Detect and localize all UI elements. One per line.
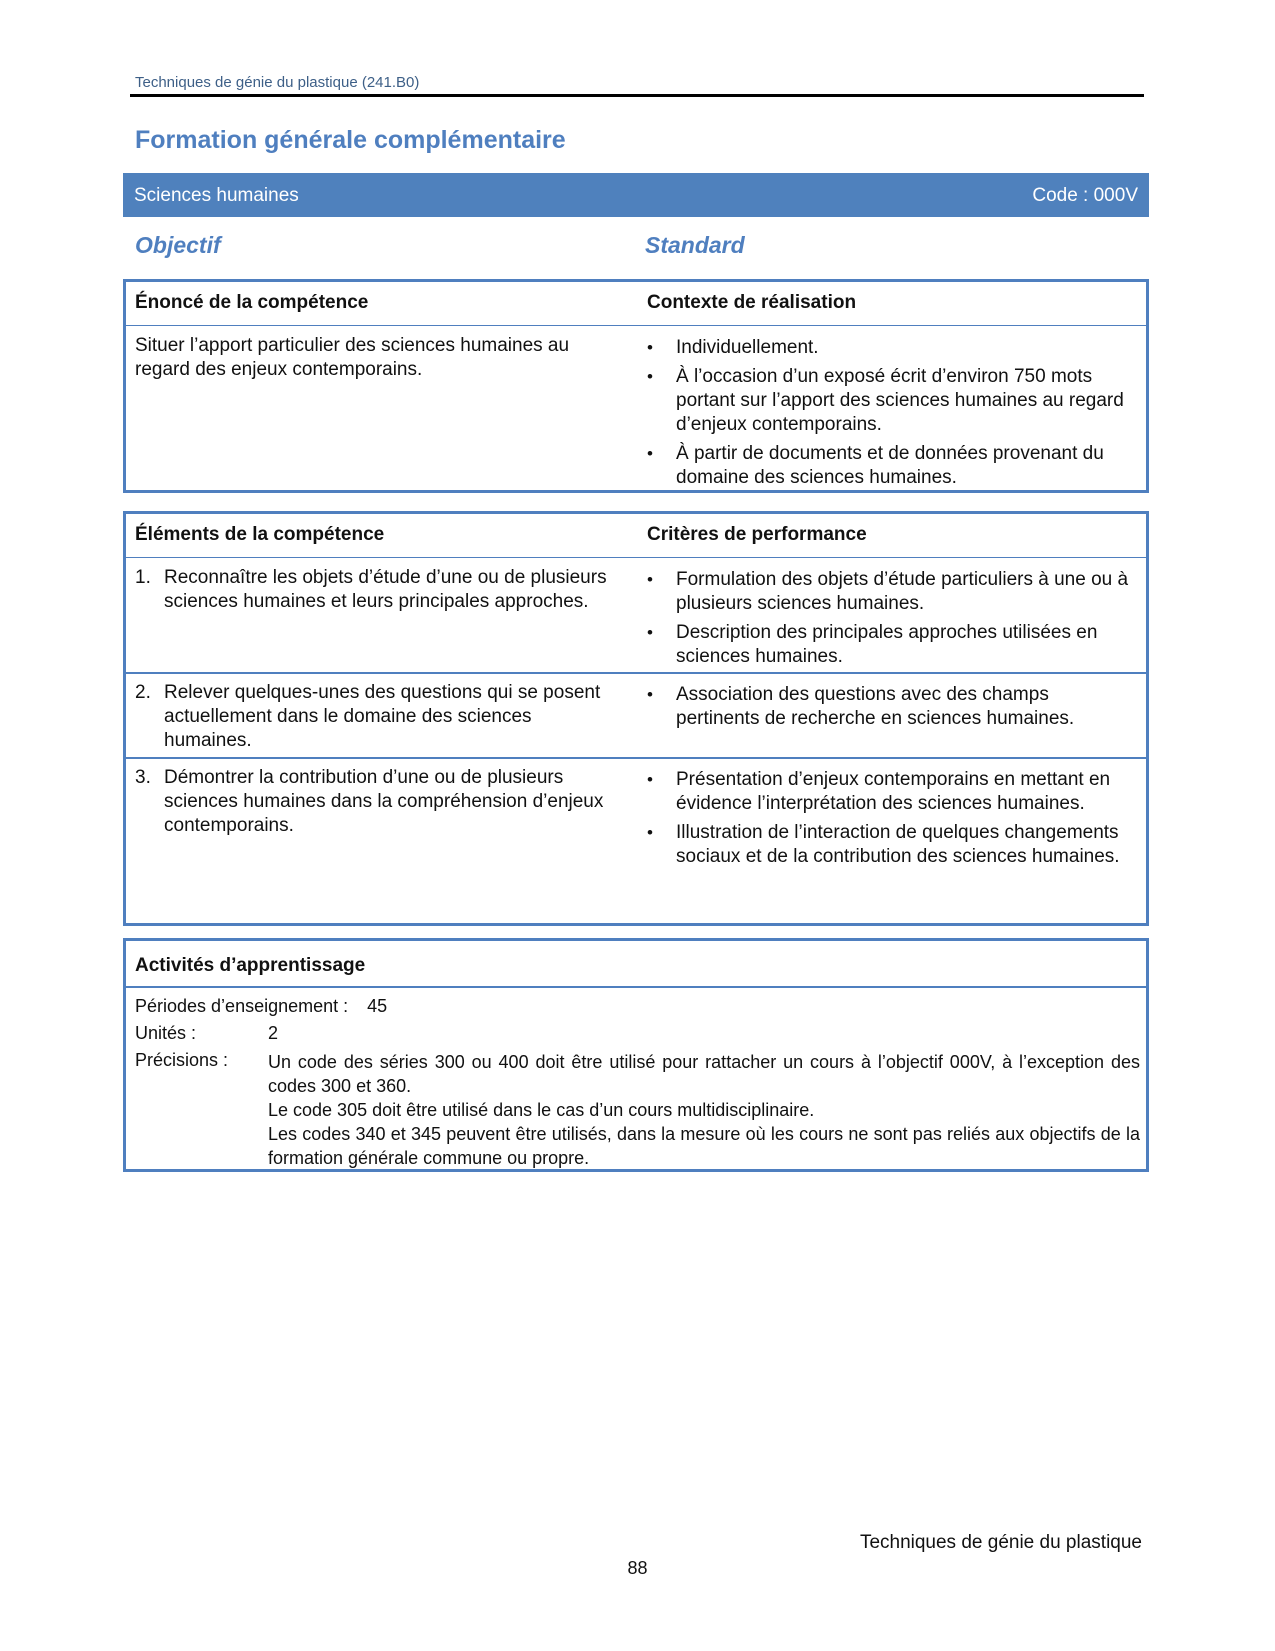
element-text: Reconnaître les objets d’étude d’une ou de plusieurs sciences humaines et leurs principales approches. — [164, 567, 607, 612]
running-header: Techniques de génie du plastique (241.B0) — [135, 74, 420, 91]
element-number: 3. — [135, 767, 151, 788]
subject-banner — [123, 173, 1149, 217]
contexte-list — [647, 336, 1132, 495]
element-row-1 — [135, 566, 615, 614]
element-text: Démontrer la contribution d’une ou de plusieurs sciences humaines dans la compréhension d’enjeux contemporains. — [164, 767, 604, 836]
periodes-value: 45 — [367, 996, 388, 1016]
precisions-text — [268, 1050, 1140, 1170]
element-row-3 — [135, 766, 615, 838]
element-row-2 — [135, 681, 615, 753]
element-text: Relever quelques-unes des questions qui se posent actuellement dans le domaine des sciences humaines. — [164, 682, 601, 751]
precision-paragraph: Le code 305 doit être utilisé dans le cas d’un cours multidisciplinaire. — [268, 1100, 815, 1120]
criterion-item: • Présentation d’enjeux contemporains en mettant en évidence l’interprétation des sciences humaines. — [647, 768, 1132, 816]
objectif-heading: Objectif — [135, 232, 221, 258]
row-separator — [126, 672, 1146, 674]
periodes-line — [135, 996, 387, 1017]
elements-label: Éléments de la compétence — [135, 524, 385, 545]
unites-label: Unités : — [135, 1023, 197, 1043]
objective-code: Code : 000V — [1032, 185, 1138, 206]
precision-paragraph: Un code des séries 300 ou 400 doit être utilisé pour rattacher un cours à l’objectif 000V, à l’exception des codes 300 et 360. — [268, 1052, 1140, 1096]
header-rule — [130, 94, 1144, 97]
standard-heading: Standard — [645, 232, 745, 258]
criteres-label: Critères de performance — [647, 524, 867, 545]
activites-title: Activités d’apprentissage — [135, 955, 366, 976]
footer-program: Techniques de génie du plastique — [859, 1532, 1142, 1553]
criterion-item: • Formulation des objets d’étude particuliers à une ou à plusieurs sciences humaines. — [647, 568, 1132, 616]
elements-header-row — [126, 514, 1146, 558]
elements-table — [123, 511, 1149, 926]
precisions-label: Précisions : — [135, 1050, 229, 1070]
row-separator — [126, 757, 1146, 759]
criterion-item: • Association des questions avec des champs pertinents de recherche en sciences humaines. — [647, 683, 1132, 731]
unites-value: 2 — [268, 1023, 279, 1043]
unites-line — [135, 1023, 279, 1044]
contexte-item: • À partir de documents et de données provenant du domaine des sciences humaines. — [647, 442, 1132, 490]
element-number: 1. — [135, 567, 151, 588]
competence-table — [123, 279, 1149, 493]
criteria-list-1 — [647, 568, 1132, 674]
criteria-list-2 — [647, 683, 1132, 736]
contexte-item: • Individuellement. — [647, 336, 1132, 360]
section-title: Formation générale complémentaire — [135, 126, 566, 154]
activites-rule — [126, 986, 1146, 988]
page-number: 88 — [627, 1558, 648, 1578]
precision-paragraph: Les codes 340 et 345 peuvent être utilisés, dans la mesure où les cours ne sont pas reliés aux objectifs de la formation générale commune ou propre. — [268, 1124, 1140, 1168]
contexte-item: • À l’occasion d’un exposé écrit d’environ 750 mots portant sur l’apport des sciences humaines au regard d’enjeux contemporains. — [647, 365, 1132, 437]
element-number: 2. — [135, 682, 151, 703]
contexte-label: Contexte de réalisation — [647, 292, 857, 313]
criterion-item: • Description des principales approches utilisées en sciences humaines. — [647, 621, 1132, 669]
activites-box — [123, 938, 1149, 1172]
enonce-label: Énoncé de la compétence — [135, 292, 369, 313]
competence-header-row — [126, 282, 1146, 326]
subject-name: Sciences humaines — [134, 185, 299, 206]
criterion-item: • Illustration de l’interaction de quelques changements sociaux et de la contribution des sciences humaines. — [647, 821, 1132, 869]
enonce-text: Situer l’apport particulier des sciences humaines au regard des enjeux contemporains. — [135, 335, 570, 380]
criteria-list-3 — [647, 768, 1132, 874]
periodes-label: Périodes d’enseignement : — [135, 996, 349, 1016]
